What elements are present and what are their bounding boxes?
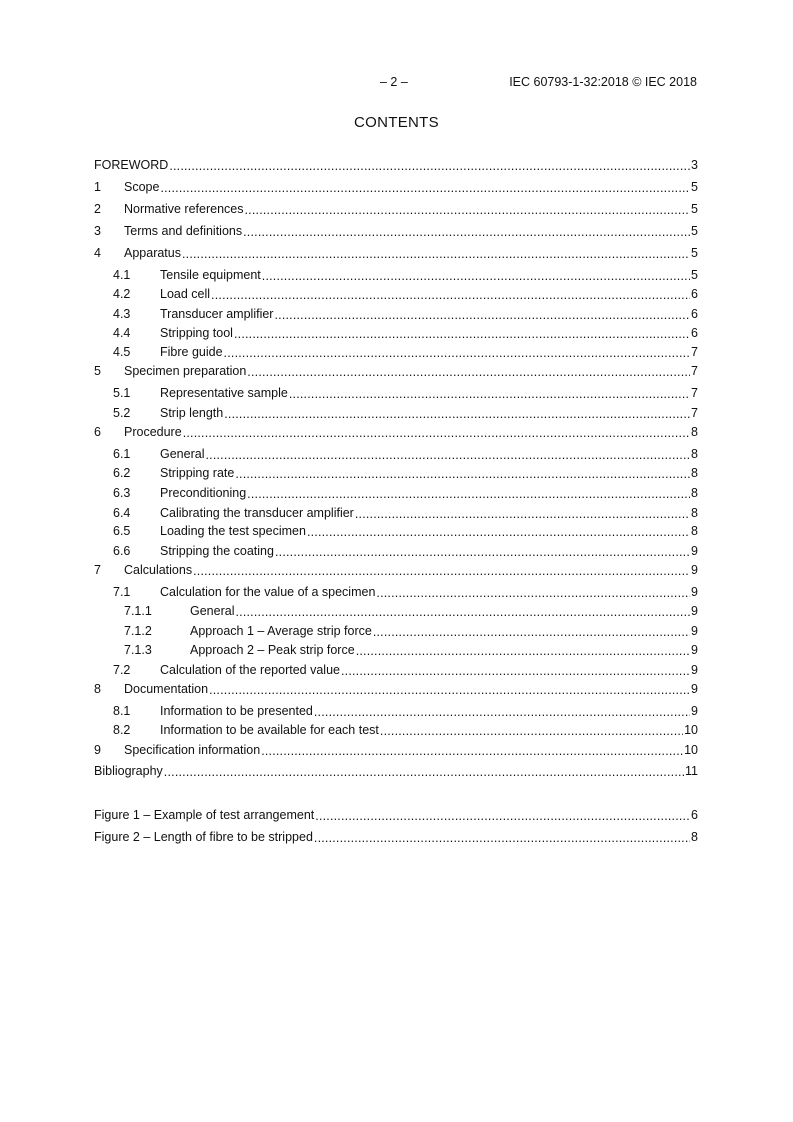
toc-entry-number: 6.6 xyxy=(113,544,131,558)
toc-entry[interactable] xyxy=(94,326,698,342)
toc-entry-label: Preconditioning xyxy=(160,486,247,500)
toc-entry-page: 6 xyxy=(691,287,698,301)
toc-entry-number: 7.1.3 xyxy=(124,643,152,657)
toc-entry-number: 5 xyxy=(94,364,101,378)
toc-entry[interactable] xyxy=(94,764,698,780)
toc-entry-number: 6.1 xyxy=(113,447,131,461)
dot-leader xyxy=(315,809,690,823)
toc-entry-number: 5.1 xyxy=(113,386,131,400)
toc-entry-page: 7 xyxy=(691,345,698,359)
toc-entry-page: 8 xyxy=(691,506,698,520)
dot-leader xyxy=(193,564,690,578)
toc-entry-page: 7 xyxy=(691,364,698,378)
toc-entry-page: 6 xyxy=(691,307,698,321)
toc-entry-label: Transducer amplifier xyxy=(160,307,274,321)
toc-entry[interactable] xyxy=(94,743,698,759)
toc-entry-page: 9 xyxy=(691,563,698,577)
contents-title: CONTENTS xyxy=(354,114,439,131)
toc-entry[interactable] xyxy=(94,158,698,174)
dot-leader xyxy=(224,346,691,360)
toc-entry-number: 3 xyxy=(94,224,101,238)
toc-entry-label: Bibliography xyxy=(94,764,163,778)
toc-entry-page: 8 xyxy=(691,486,698,500)
dot-leader xyxy=(341,664,690,678)
toc-entry-label: Approach 1 – Average strip force xyxy=(190,624,372,638)
dot-leader xyxy=(209,683,690,697)
dot-leader xyxy=(169,159,690,173)
toc-entry[interactable] xyxy=(94,643,698,659)
toc-entry-page: 9 xyxy=(691,604,698,618)
figure-entry-page: 6 xyxy=(691,808,698,822)
toc-entry-number: 4.5 xyxy=(113,345,131,359)
toc-entry-page: 8 xyxy=(691,466,698,480)
toc-entry-page: 9 xyxy=(691,704,698,718)
dot-leader xyxy=(183,426,690,440)
dot-leader xyxy=(380,724,683,738)
toc-entry[interactable] xyxy=(94,663,698,679)
toc-entry-label: Calibrating the transducer amplifier xyxy=(160,506,354,520)
toc-entry-label: FOREWORD xyxy=(94,158,169,172)
dot-leader xyxy=(211,288,690,302)
toc-entry-label: Stripping the coating xyxy=(160,544,274,558)
document-reference: IEC 60793-1-32:2018 © IEC 2018 xyxy=(509,75,697,89)
dot-leader xyxy=(355,507,690,521)
toc-entry-number: 4 xyxy=(94,246,101,260)
toc-entry-page: 9 xyxy=(691,643,698,657)
dot-leader xyxy=(182,247,690,261)
toc-entry[interactable] xyxy=(94,386,698,402)
toc-entry[interactable] xyxy=(94,682,698,698)
toc-entry-number: 7.2 xyxy=(113,663,131,677)
toc-entry-page: 5 xyxy=(691,268,698,282)
toc-entry-number: 7.1.1 xyxy=(124,604,152,618)
figure-entry-label: Figure 1 – Example of test arrangement xyxy=(94,808,315,822)
toc-entry[interactable] xyxy=(94,544,698,560)
toc-entry[interactable] xyxy=(94,604,698,620)
toc-entry-page: 3 xyxy=(691,158,698,172)
dot-leader xyxy=(376,586,690,600)
toc-entry-page: 9 xyxy=(691,682,698,696)
toc-entry-number: 7 xyxy=(94,563,101,577)
dot-leader xyxy=(205,448,690,462)
dot-leader xyxy=(262,269,690,283)
toc-entry-page: 5 xyxy=(691,202,698,216)
dot-leader xyxy=(164,765,684,779)
toc-entry[interactable] xyxy=(94,180,698,196)
toc-entry-page: 9 xyxy=(691,585,698,599)
toc-entry[interactable] xyxy=(94,246,698,262)
dot-leader xyxy=(247,487,690,501)
toc-entry-number: 2 xyxy=(94,202,101,216)
dot-leader xyxy=(307,525,690,539)
toc-entry-number: 7.1.2 xyxy=(124,624,152,638)
toc-entry-label: Normative references xyxy=(124,202,244,216)
toc-entry-number: 8.1 xyxy=(113,704,131,718)
toc-entry-label: General xyxy=(190,604,235,618)
toc-entry[interactable] xyxy=(94,585,698,601)
toc-entry-page: 5 xyxy=(691,180,698,194)
toc-entry-page: 8 xyxy=(691,425,698,439)
dot-leader xyxy=(234,327,690,341)
toc-entry[interactable] xyxy=(94,466,698,482)
dot-leader xyxy=(373,625,690,639)
toc-entry-page: 8 xyxy=(691,447,698,461)
dot-leader xyxy=(314,705,690,719)
toc-entry-label: Calculations xyxy=(124,563,193,577)
toc-entry-number: 4.1 xyxy=(113,268,131,282)
toc-entry[interactable] xyxy=(94,486,698,502)
dot-leader xyxy=(314,831,690,845)
toc-entry-number: 8.2 xyxy=(113,723,131,737)
toc-entry-page: 7 xyxy=(691,386,698,400)
dot-leader xyxy=(289,387,690,401)
toc-entry-number: 1 xyxy=(94,180,101,194)
toc-entry-number: 6 xyxy=(94,425,101,439)
toc-entry-number: 6.3 xyxy=(113,486,131,500)
toc-entry[interactable] xyxy=(94,224,698,240)
page-number: – 2 – xyxy=(380,75,408,89)
toc-entry-label: Calculation of the reported value xyxy=(160,663,340,677)
toc-entry-label: General xyxy=(160,447,205,461)
toc-entry-label: Terms and definitions xyxy=(124,224,243,238)
dot-leader xyxy=(224,407,690,421)
toc-entry-label: Stripping rate xyxy=(160,466,235,480)
toc-entry-label: Apparatus xyxy=(124,246,181,260)
toc-entry-label: Information to be available for each test xyxy=(160,723,379,737)
dot-leader xyxy=(160,181,690,195)
toc-entry-number: 8 xyxy=(94,682,101,696)
toc-entry-label: Documentation xyxy=(124,682,209,696)
toc-entry-number: 4.4 xyxy=(113,326,131,340)
toc-entry-page: 9 xyxy=(691,624,698,638)
dot-leader xyxy=(247,365,690,379)
toc-entry-page: 9 xyxy=(691,663,698,677)
dot-leader xyxy=(235,467,690,481)
toc-entry-number: 7.1 xyxy=(113,585,131,599)
toc-entry-page: 6 xyxy=(691,326,698,340)
toc-entry-page: 10 xyxy=(684,743,698,757)
toc-entry-number: 5.2 xyxy=(113,406,131,420)
dot-leader xyxy=(235,605,690,619)
toc-entry-number: 6.2 xyxy=(113,466,131,480)
dot-leader xyxy=(275,545,690,559)
toc-entry-label: Tensile equipment xyxy=(160,268,261,282)
toc-entry[interactable] xyxy=(94,723,698,739)
dot-leader xyxy=(261,744,683,758)
toc-entry-page: 10 xyxy=(684,723,698,737)
toc-entry-label: Specification information xyxy=(124,743,261,757)
dot-leader xyxy=(243,225,690,239)
figure-entry[interactable] xyxy=(94,808,698,824)
toc-entry-label: Stripping tool xyxy=(160,326,233,340)
dot-leader xyxy=(245,203,691,217)
toc-entry[interactable] xyxy=(94,425,698,441)
figure-entry[interactable] xyxy=(94,830,698,846)
toc-entry[interactable] xyxy=(94,447,698,463)
toc-entry-label: Representative sample xyxy=(160,386,288,400)
dot-leader xyxy=(274,308,690,322)
toc-entry-page: 9 xyxy=(691,544,698,558)
toc-entry-page: 11 xyxy=(685,764,698,778)
toc-entry-number: 4.2 xyxy=(113,287,131,301)
toc-entry-label: Scope xyxy=(124,180,160,194)
toc-entry[interactable] xyxy=(94,364,698,380)
toc-entry-label: Information to be presented xyxy=(160,704,313,718)
toc-entry[interactable] xyxy=(94,524,698,540)
figure-entry-page: 8 xyxy=(691,830,698,844)
toc-entry-label: Strip length xyxy=(160,406,224,420)
toc-entry[interactable] xyxy=(94,287,698,303)
toc-entry-label: Approach 2 – Peak strip force xyxy=(190,643,355,657)
toc-entry[interactable] xyxy=(94,563,698,579)
toc-entry[interactable] xyxy=(94,345,698,361)
toc-entry-number: 6.4 xyxy=(113,506,131,520)
toc-entry-label: Procedure xyxy=(124,425,182,439)
toc-entry-label: Loading the test specimen xyxy=(160,524,306,538)
toc-entry-page: 7 xyxy=(691,406,698,420)
toc-entry-label: Fibre guide xyxy=(160,345,223,359)
toc-entry-label: Specimen preparation xyxy=(124,364,247,378)
page-header xyxy=(0,75,793,93)
toc-entry-page: 5 xyxy=(691,246,698,260)
dot-leader xyxy=(356,644,690,658)
toc-entry-number: 9 xyxy=(94,743,101,757)
toc-entry-label: Load cell xyxy=(160,287,211,301)
toc-entry[interactable] xyxy=(94,268,698,284)
toc-entry[interactable] xyxy=(94,307,698,323)
toc-entry[interactable] xyxy=(94,506,698,522)
toc-entry[interactable] xyxy=(94,624,698,640)
toc-entry-number: 4.3 xyxy=(113,307,131,321)
toc-entry[interactable] xyxy=(94,202,698,218)
toc-entry[interactable] xyxy=(94,704,698,720)
figure-entry-label: Figure 2 – Length of fibre to be stripped xyxy=(94,830,313,844)
toc-entry-number: 6.5 xyxy=(113,524,131,538)
toc-entry-label: Calculation for the value of a specimen xyxy=(160,585,376,599)
toc-entry-page: 8 xyxy=(691,524,698,538)
toc-entry-page: 5 xyxy=(691,224,698,238)
toc-entry[interactable] xyxy=(94,406,698,422)
